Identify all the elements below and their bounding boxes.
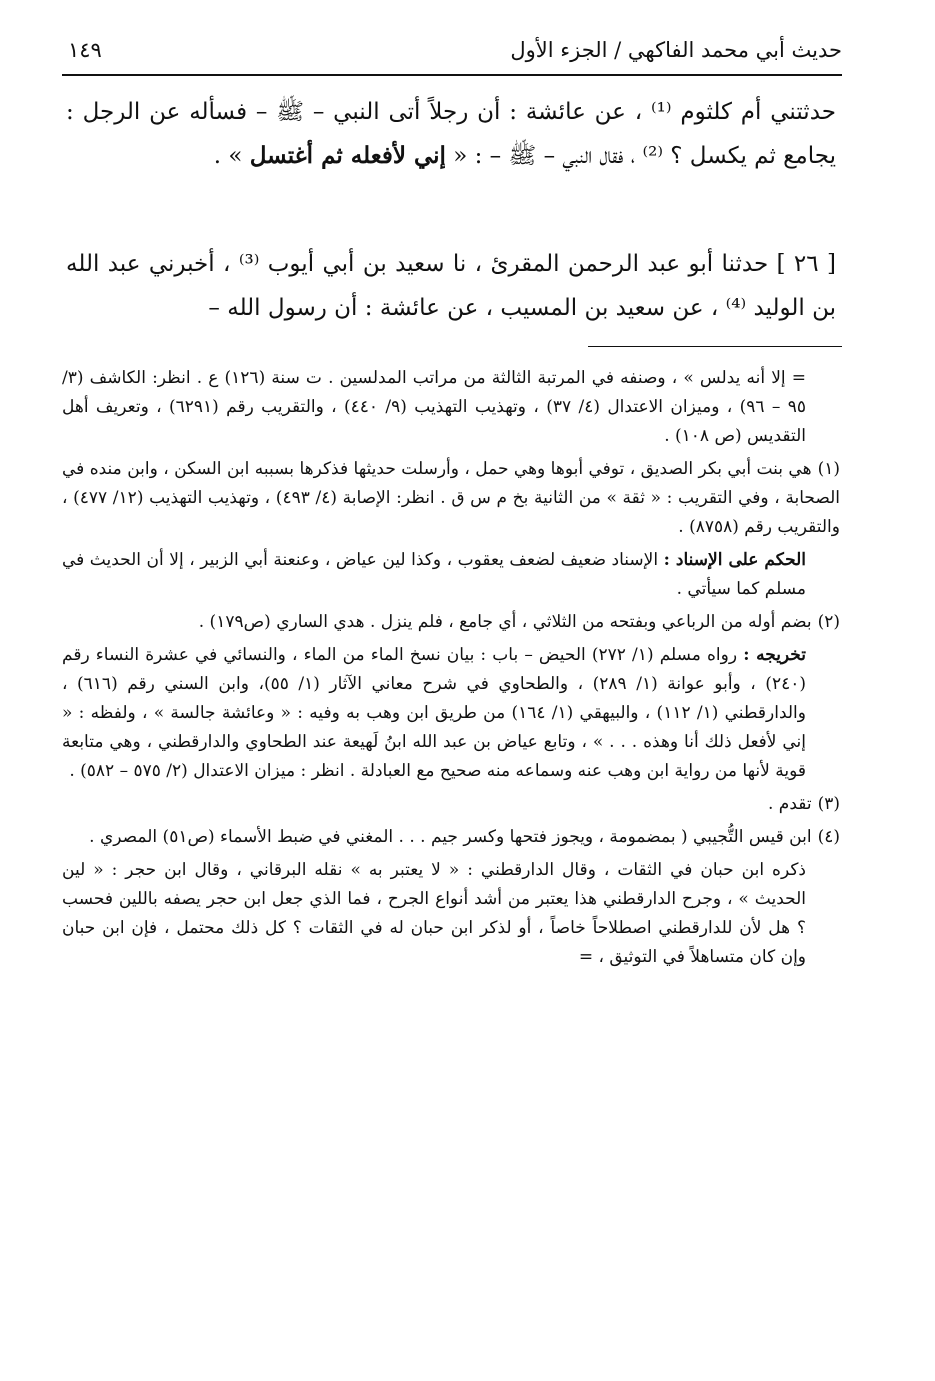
footnote-4	[62, 823, 840, 852]
takhrij-label: تخريجه :	[743, 645, 807, 665]
footnote-continuation: = إلا أنه يدلس » ، وصنفه في المرتبة الثالثة من مراتب المدلسين . ت سنة (١٢٦) ع . انظر: الكاشف (٣/ ٩٥ – ٩٦) ، وميزان الاعتدال (٤/ ٣٧) ، وتهذيب التهذيب (٩/ ٤٤٠) ، والتقريب رقم (٦٢٩١) ، وتعريف أهل التقديس (ص ١٠٨) .	[62, 368, 807, 446]
footnote-1	[62, 455, 840, 542]
footnote-1-number: (١)	[817, 459, 840, 479]
footnote-divider	[588, 346, 842, 347]
footnote-2-takhrij	[62, 641, 840, 786]
footnote-4-text: ابن قيس التُّجيبي ( بمضمومة ، ويجوز فتحها وكسر جيم . . . المغني في ضبط الأسماء (ص٥١) المصري .	[89, 827, 812, 847]
main-text-paragraph-1	[66, 90, 836, 178]
footnote-2-text: بضم أوله من الرباعي وبفتحه من الثلاثي ، أي جامع ، فلم ينزل . هدي الساري (ص١٧٩) .	[198, 612, 812, 632]
main-text-1-end: » .	[213, 143, 243, 169]
footnote-1-ruling	[62, 546, 840, 604]
footnote-4-discussion: ذكره ابن حبان في الثقات ، وقال الدارقطني : « لا يعتبر به » نقله البرقاني ، وقال ابن حجر : « لين الحديث » ، وجرح الدارقطني هذا يعتبر من أشد أنواع الجرح ، فما الذي جعل ابن حجر يصفه باللين فحسب ؟ هل لأن للدارقطني اصطلاحاً خاصاً ، أو لذكر ابن حبان له في الثقات ؟ كل ذلك محتمل ، فإن ابن حبان وإن كان متساهلاً في التوثيق ، =	[62, 860, 806, 967]
running-header	[62, 34, 842, 76]
running-title: حديث أبي محمد الفاكهي / الجزء الأول	[510, 38, 842, 62]
main-text-2: [ ٢٦ ] حدثنا أبو عبد الرحمن المقرئ ، نا سعيد بن أبي أيوب ⁽³⁾ ، أخبرني عبد الله بن الوليد ⁽⁴⁾ ، عن سعيد بن المسيب ، عن عائشة : أن رسول الله –	[66, 251, 836, 321]
footnote-2	[62, 608, 840, 637]
main-text-1: حدثتني أم كلثوم ⁽¹⁾ ، عن عائشة : أن رجلاً أتى النبي – ﷺ – فسأله عن الرجل : يجامع ثم يكسل ؟ ⁽²⁾ ، فقال النبي – ﷺ – : «	[66, 99, 836, 169]
hadith-quote: إني لأفعله ثم أغتسل	[249, 142, 446, 169]
footnote-1-text: هي بنت أبي بكر الصديق ، توفي أبوها وهي حمل ، وأرسلت حديثها فذكرها بسببه ابن السكن ، وابن منده في الصحابة ، وفي التقريب : « ثقة » من الثانية بخ م س ق . انظر: الإصابة (٤/ ٤٩٣) ، وتهذيب التهذيب (١٢/ ٤٧٧) ، والتقريب رقم (٨٧٥٨) .	[62, 459, 840, 537]
footnote-2-number: (٢)	[817, 612, 840, 632]
footnote-4-number: (٤)	[817, 827, 840, 847]
footnote-3-text: تقدم .	[767, 794, 812, 814]
footnote-3	[62, 790, 840, 819]
footnotes	[62, 364, 840, 976]
footnote-3-number: (٣)	[817, 794, 840, 814]
ruling-label: الحكم على الإسناد :	[663, 550, 807, 570]
page-number: ١٤٩	[68, 38, 102, 62]
main-text-paragraph-2	[66, 242, 836, 330]
takhrij-text: رواه مسلم (١/ ٢٧٢) الحيض – باب : بيان نسخ الماء من الماء ، والنسائي في عشرة النساء رقم (٢٤٠) ، وأبو عوانة (١/ ٢٨٩) ، والطحاوي في شرح معاني الآثار (١/ ٥٥)، وابن السني رقم (٦١٦) ، والدارقطني (١/ ١١٢) ، والبيهقي (١/ ١٦٤) من طريق ابن وهب به وفيه : « وعائشة جالسة » ، ولفظه : « إني لأفعل ذلك أنا وهذه . . . » ، وتابع عياض بن عبد الله ابنُ لَهيعة عند الطحاوي والدارقطني ، وهي متابعة قوية لأنها من رواية ابن وهب عنه وسماعه منه صحيح مع العبادلة . انظر : ميزان الاعتدال (٢/ ٥٧٥ – ٥٨٢) .	[62, 645, 806, 781]
ruling-text: الإسناد ضعيف لضعف يعقوب ، وكذا لين عياض ، وعنعنة أبي الزبير ، إلا أن الحديث في مسلم كما سيأتي .	[62, 550, 806, 599]
